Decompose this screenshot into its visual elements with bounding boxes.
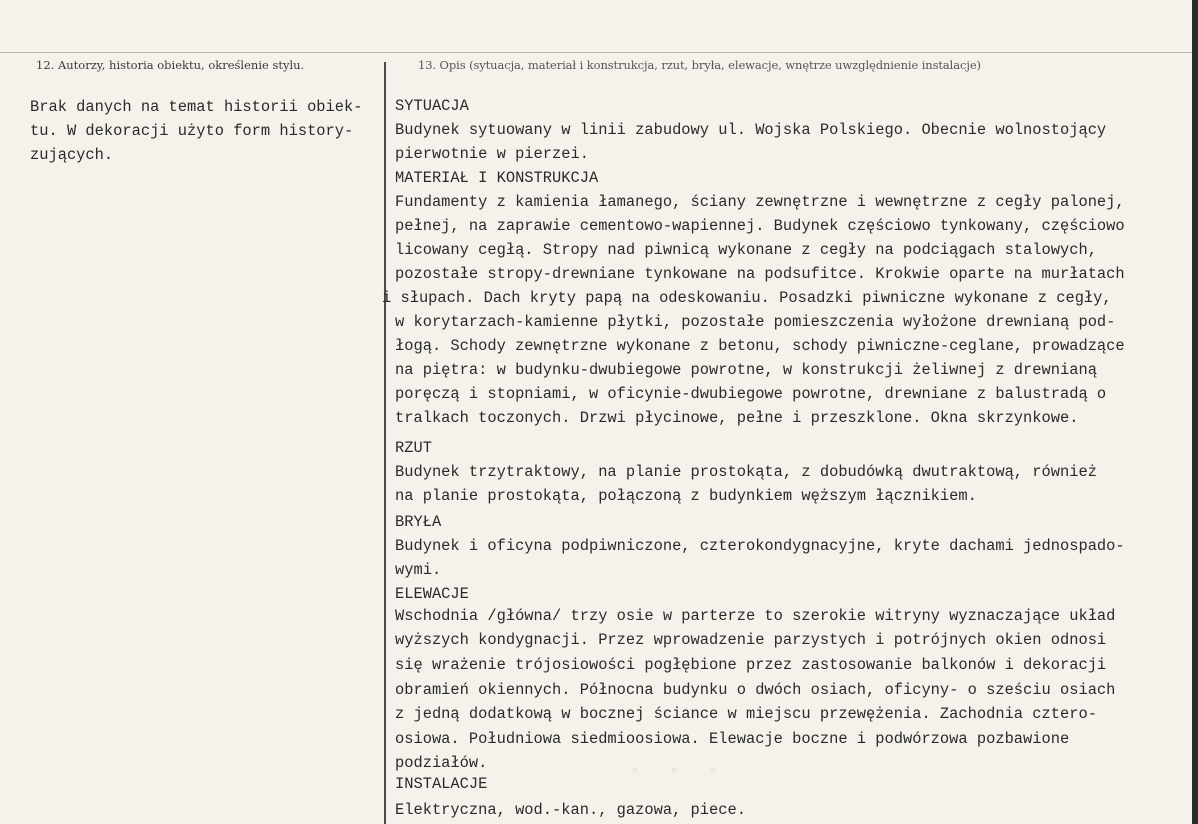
text-line: Budynek i oficyna podpiwniczone, czterokondygnacyjne, kryte dachami jednospado- bbox=[395, 537, 1125, 555]
text-line: Elektryczna, wod.-kan., gazowa, piece. bbox=[395, 801, 746, 819]
text-line: pierwotnie w pierzei. bbox=[395, 145, 589, 163]
right-column-header: 13. Opis (sytuacja, materiał i konstrukcja, rzut, bryła, elewacje, wnętrze uwzględnienie instalacje) bbox=[418, 58, 981, 72]
section-heading: INSTALACJE bbox=[395, 775, 488, 793]
section-heading: RZUT bbox=[395, 439, 432, 457]
text-line: i słupach. Dach kryty papą na odeskowaniu. Posadzki piwniczne wykonane z cegły, bbox=[382, 289, 1112, 307]
section-heading: BRYŁA bbox=[395, 513, 442, 531]
left-column-header: 12. Autorzy, historia obiektu, określenie stylu. bbox=[36, 58, 305, 72]
text-line: z jedną dodatkową w bocznej ściance w miejscu przewężenia. Zachodnia cztero- bbox=[395, 705, 1097, 723]
text-line: wymi. bbox=[395, 561, 442, 579]
text-line: osiowa. Południowa siedmioosiowa. Elewacje boczne i podwórzowa pozbawione bbox=[395, 730, 1070, 748]
text-line: poręczą i stopniami, w oficynie-dwubiegowe powrotne, drewniane z balustradą o bbox=[395, 385, 1107, 403]
text-line: na piętra: w budynku-dwubiegowe powrotne, w konstrukcji żeliwnej z drewnianą bbox=[395, 361, 1097, 379]
text-line: Wschodnia /główna/ trzy osie w parterze to szerokie witryny wyznaczające układ bbox=[395, 607, 1116, 625]
page-edge bbox=[1192, 0, 1198, 824]
text-line: Fundamenty z kamienia łamanego, ściany zewnętrzne i wewnętrzne z cegły palonej, bbox=[395, 193, 1125, 211]
text-line: w korytarzach-kamienne płytki, pozostałe pomieszczenia wyłożone drewnianą pod- bbox=[395, 313, 1116, 331]
text-line: zujących. bbox=[30, 146, 114, 164]
section-heading: ELEWACJE bbox=[395, 585, 469, 603]
header-rule bbox=[0, 52, 1192, 53]
bleed-through-text: ◦ ◦ ◦ bbox=[620, 762, 719, 780]
text-line: wyższych kondygnacji. Przez wprowadzenie parzystych i potrójnych okien odnosi bbox=[395, 631, 1107, 649]
text-line: pełnej, na zaprawie cementowo-wapiennej. Budynek częściowo tynkowany, częściowo bbox=[395, 217, 1125, 235]
text-line: pozostałe stropy-drewniane tynkowane na podsufitce. Krokwie oparte na murłatach bbox=[395, 265, 1125, 283]
text-line: na planie prostokąta, połączoną z budynkiem węższym łącznikiem. bbox=[395, 487, 977, 505]
text-line: podziałów. bbox=[395, 754, 488, 772]
text-line: tralkach toczonych. Drzwi płycinowe, pełne i przeszklone. Okna skrzynkowe. bbox=[395, 409, 1079, 427]
text-line: łogą. Schody zewnętrzne wykonane z betonu, schody piwniczne-ceglane, prowadzące bbox=[395, 337, 1125, 355]
text-line: obramień okiennych. Północna budynku o dwóch osiach, oficyny- o sześciu osiach bbox=[395, 681, 1116, 699]
text-line: Budynek trzytraktowy, na planie prostokąta, z dobudówką dwutraktową, również bbox=[395, 463, 1097, 481]
column-divider bbox=[384, 62, 386, 824]
section-heading: MATERIAŁ I KONSTRUKCJA bbox=[395, 169, 599, 187]
text-line: Brak danych na temat historii obiek- bbox=[30, 98, 363, 116]
text-line: się wrażenie trójosiowości pogłębione przez zastosowanie balkonów i dekoracji bbox=[395, 656, 1107, 674]
text-line: Budynek sytuowany w linii zabudowy ul. Wojska Polskiego. Obecnie wolnostojący bbox=[395, 121, 1107, 139]
section-heading: SYTUACJA bbox=[395, 97, 469, 115]
text-line: tu. W dekoracji użyto form history- bbox=[30, 122, 354, 140]
text-line: licowany cegłą. Stropy nad piwnicą wykonane z cegły na podciągach stalowych, bbox=[395, 241, 1097, 259]
